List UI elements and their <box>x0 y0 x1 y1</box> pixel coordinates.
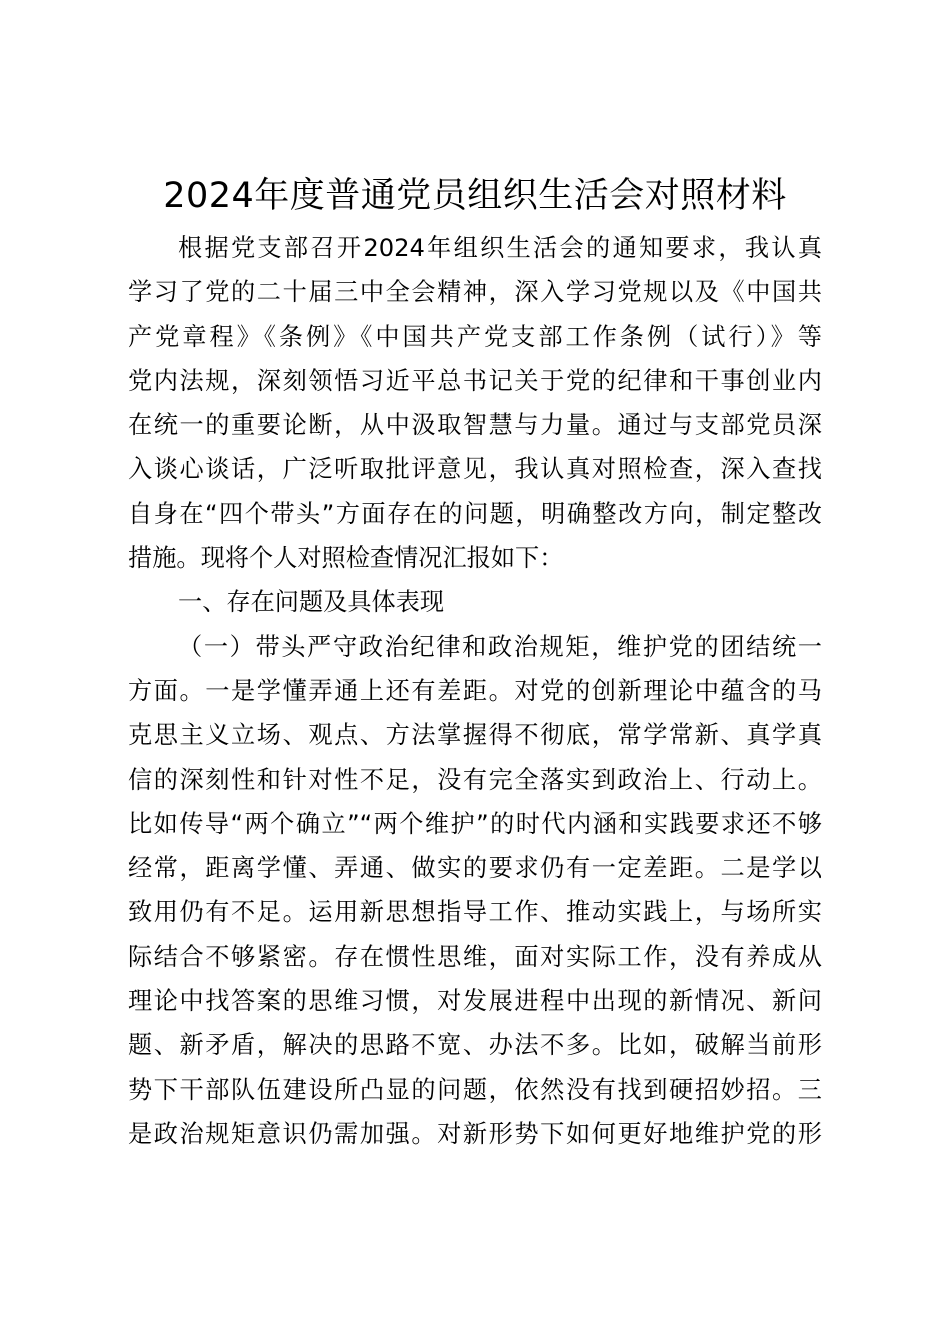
paragraph-line: 际结合不够紧密。存在惯性思维，面对实际工作，没有养成从 <box>128 942 822 971</box>
paragraph-line: 入谈心谈话，广泛听取批评意见，我认真对照检查，深入查找 <box>128 455 822 484</box>
paragraph-line: 自身在“四个带头”方面存在的问题，明确整改方向，制定整改 <box>128 499 822 528</box>
paragraph-line: 学习了党的二十届三中全会精神，深入学习党规以及《中国共 <box>128 278 822 307</box>
paragraph-line: 是政治规矩意识仍需加强。对新形势下如何更好地维护党的形 <box>128 1119 822 1148</box>
paragraph-line: 势下干部队伍建设所凸显的问题，依然没有找到硬招妙招。三 <box>128 1075 822 1104</box>
paragraph-line: 党内法规，深刻领悟习近平总书记关于党的纪律和干事创业内 <box>128 366 822 395</box>
paragraph-line: 信的深刻性和针对性不足，没有完全落实到政治上、行动上。 <box>128 765 822 794</box>
paragraph-line: 措施。现将个人对照检查情况汇报如下： <box>128 544 564 573</box>
paragraph-line: 根据党支部召开2024年组织生活会的通知要求，我认真 <box>178 234 822 262</box>
paragraph-line: 比如传导“两个确立”“两个维护”的时代内涵和实践要求还不够 <box>128 809 822 838</box>
document-body <box>128 226 822 1156</box>
paragraph-line: 在统一的重要论断，从中汲取智慧与力量。通过与支部党员深 <box>128 411 822 440</box>
paragraph-line: 致用仍有不足。运用新思想指导工作、推动实践上，与场所实 <box>128 898 822 927</box>
paragraph-line: （一）带头严守政治纪律和政治规矩，维护党的团结统一 <box>178 632 822 661</box>
paragraph-line: 产党章程》《条例》《中国共产党支部工作条例（试行）》等 <box>128 322 822 351</box>
section-heading: 一、存在问题及具体表现 <box>178 588 445 617</box>
document-title: 2024年度普通党员组织生活会对照材料 <box>163 176 787 216</box>
paragraph-line: 理论中找答案的思维习惯，对发展进程中出现的新情况、新问 <box>128 987 822 1016</box>
paragraph-line: 题、新矛盾，解决的思路不宽、办法不多。比如，破解当前形 <box>128 1031 822 1060</box>
paragraph-line: 方面。一是学懂弄通上还有差距。对党的创新理论中蕴含的马 <box>128 676 822 705</box>
paragraph-line: 经常，距离学懂、弄通、做实的要求仍有一定差距。二是学以 <box>128 854 822 883</box>
paragraph-line: 克思主义立场、观点、方法掌握得不彻底，常学常新、真学真 <box>128 721 822 750</box>
